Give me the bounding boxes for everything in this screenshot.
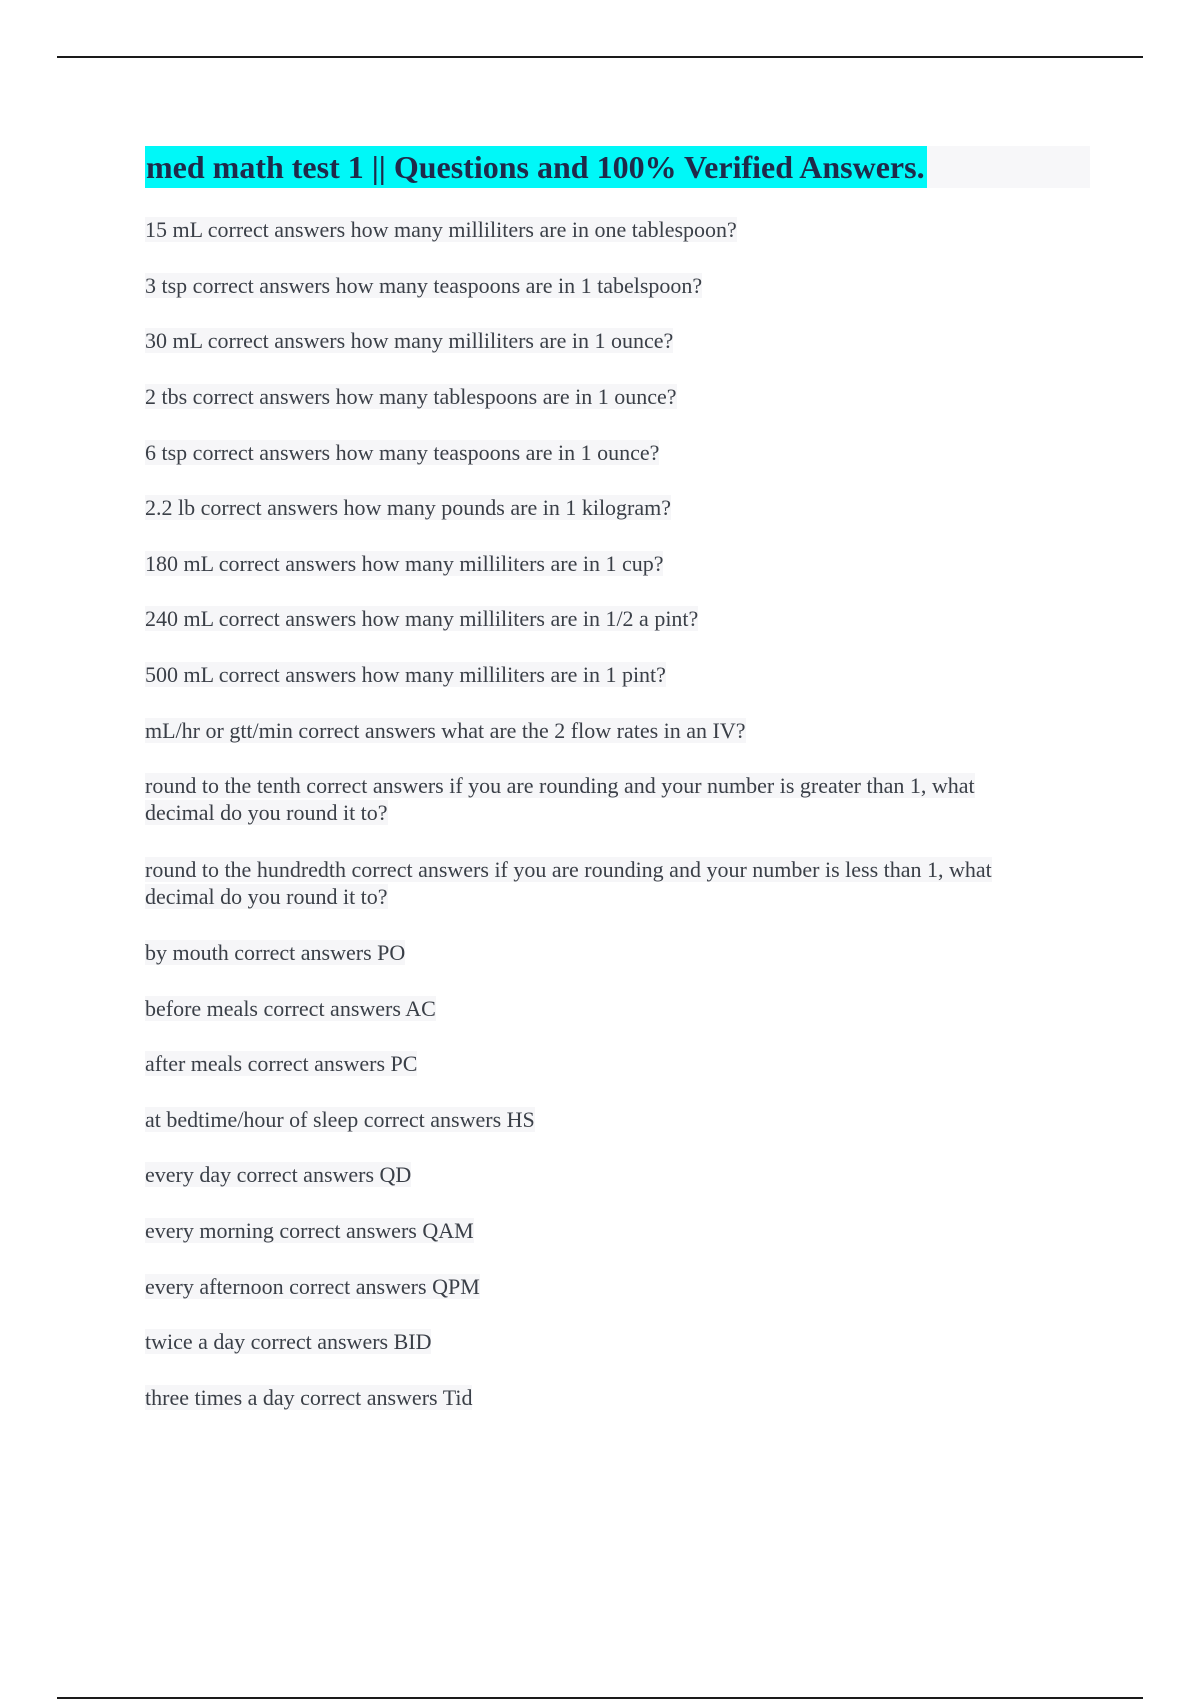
qa-line: at bedtime/hour of sleep correct answers HS (145, 1107, 535, 1132)
header-rule (57, 56, 1143, 58)
qa-entry (145, 216, 737, 243)
qa-entry (145, 1161, 411, 1188)
qa-line: 2 tbs correct answers how many tablespoons are in 1 ounce? (145, 384, 677, 409)
qa-entry (145, 939, 405, 966)
qa-entry (145, 439, 659, 466)
qa-line: after meals correct answers PC (145, 1051, 418, 1076)
qa-line: 500 mL correct answers how many milliliters are in 1 pint? (145, 662, 666, 687)
qa-line: by mouth correct answers PO (145, 940, 406, 965)
qa-line: decimal do you round it to? (145, 884, 388, 909)
qa-line: every day correct answers QD (145, 1162, 412, 1187)
qa-entry (145, 1273, 480, 1300)
qa-line: 15 mL correct answers how many milliliters are in one tablespoon? (145, 217, 737, 242)
qa-entry (145, 327, 673, 354)
qa-line: every morning correct answers QAM (145, 1218, 474, 1243)
qa-line: 2.2 lb correct answers how many pounds are in 1 kilogram? (145, 495, 672, 520)
qa-line: every afternoon correct answers QPM (145, 1274, 480, 1299)
qa-entry (145, 550, 663, 577)
qa-entry (145, 772, 975, 826)
qa-line: 30 mL correct answers how many milliliters are in 1 ounce? (145, 328, 674, 353)
qa-entry (145, 1328, 431, 1355)
qa-line: twice a day correct answers BID (145, 1329, 432, 1354)
qa-line: 3 tsp correct answers how many teaspoons are in 1 tabelspoon? (145, 273, 703, 298)
qa-entry (145, 661, 666, 688)
qa-entry (145, 856, 992, 910)
qa-line: round to the tenth correct answers if you are rounding and your number is greater than 1, what (145, 773, 975, 798)
qa-line: mL/hr or gtt/min correct answers what are the 2 flow rates in an IV? (145, 718, 746, 743)
qa-entry (145, 494, 671, 521)
qa-entry (145, 717, 746, 744)
qa-entry (145, 605, 698, 632)
qa-entry (145, 1217, 474, 1244)
qa-line: three times a day correct answers Tid (145, 1385, 473, 1410)
qa-entry (145, 1050, 417, 1077)
document-title: med math test 1 || Questions and 100% Verified Answers. (145, 146, 927, 188)
qa-line: before meals correct answers AC (145, 996, 436, 1021)
qa-entry (145, 383, 677, 410)
document-body (145, 146, 1090, 1410)
title-bar (145, 146, 1090, 188)
qa-line: 240 mL correct answers how many milliliters are in 1/2 a pint? (145, 606, 699, 631)
qa-entry (145, 272, 702, 299)
qa-line: 6 tsp correct answers how many teaspoons are in 1 ounce? (145, 440, 660, 465)
qa-line: round to the hundredth correct answers if you are rounding and your number is less than 1, what (145, 857, 992, 882)
qa-line: decimal do you round it to? (145, 800, 388, 825)
qa-entry (145, 1384, 472, 1411)
footer-rule (57, 1697, 1143, 1699)
qa-entry (145, 995, 436, 1022)
qa-line: 180 mL correct answers how many milliliters are in 1 cup? (145, 551, 664, 576)
qa-entry (145, 1106, 535, 1133)
